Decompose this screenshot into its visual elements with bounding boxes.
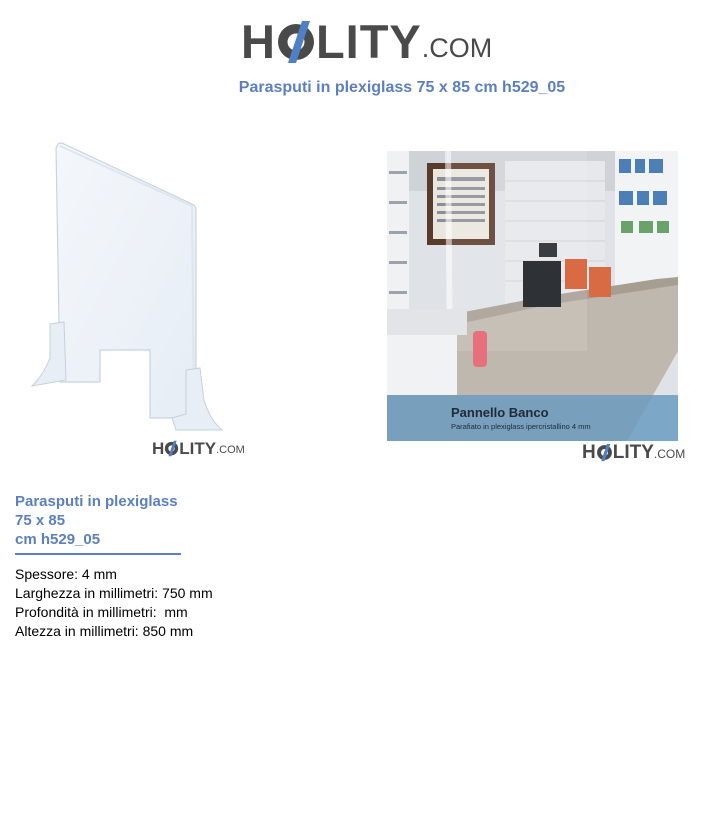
- shop-counter-photo: [387, 151, 678, 441]
- logo-suffix: .COM: [216, 444, 245, 456]
- photo-caption-title: Pannello Banco: [451, 405, 549, 420]
- logo-o-icon: [276, 19, 316, 65]
- plexiglass-screen-icon: [0, 118, 260, 468]
- logo-letters-lity: LITY: [612, 442, 654, 463]
- product-heading-line: cm h529_05: [15, 531, 101, 548]
- logo-letter-h: H: [582, 442, 596, 463]
- heading-divider: [15, 553, 181, 555]
- logo-suffix: .COM: [421, 33, 493, 63]
- photo-caption: [387, 395, 678, 441]
- product-heading: [15, 492, 215, 549]
- spec-height: Altezza in millimetri: 850 mm: [15, 623, 194, 639]
- logo-o-icon: [164, 440, 179, 457]
- product-image: [0, 118, 260, 468]
- spec-depth: Profondità in millimetri: mm: [15, 604, 188, 620]
- product-image-watermark: [152, 437, 245, 457]
- logo-letter-h: H: [241, 15, 276, 68]
- holity-logo[interactable]: [241, 11, 493, 68]
- product-specs: [15, 565, 213, 641]
- logo-letters-lity: LITY: [179, 439, 217, 458]
- page-title: Parasputi in plexiglass 75 x 85 cm h529_05: [238, 79, 566, 96]
- photo-watermark: [582, 440, 685, 462]
- spec-thickness: Spessore: 4 mm: [15, 566, 117, 582]
- logo-suffix: .COM: [653, 447, 686, 461]
- logo-o-icon: [596, 443, 613, 462]
- product-heading-line: 75 x 85: [15, 512, 66, 529]
- photo-caption-subtitle: Parafiato in plexiglass ipercristallino 4 mm: [451, 422, 591, 431]
- logo-letters-lity: LITY: [315, 15, 422, 68]
- spec-width: Larghezza in millimetri: 750 mm: [15, 585, 213, 601]
- logo-letter-h: H: [152, 439, 165, 458]
- product-heading-line: Parasputi in plexiglass: [15, 493, 178, 510]
